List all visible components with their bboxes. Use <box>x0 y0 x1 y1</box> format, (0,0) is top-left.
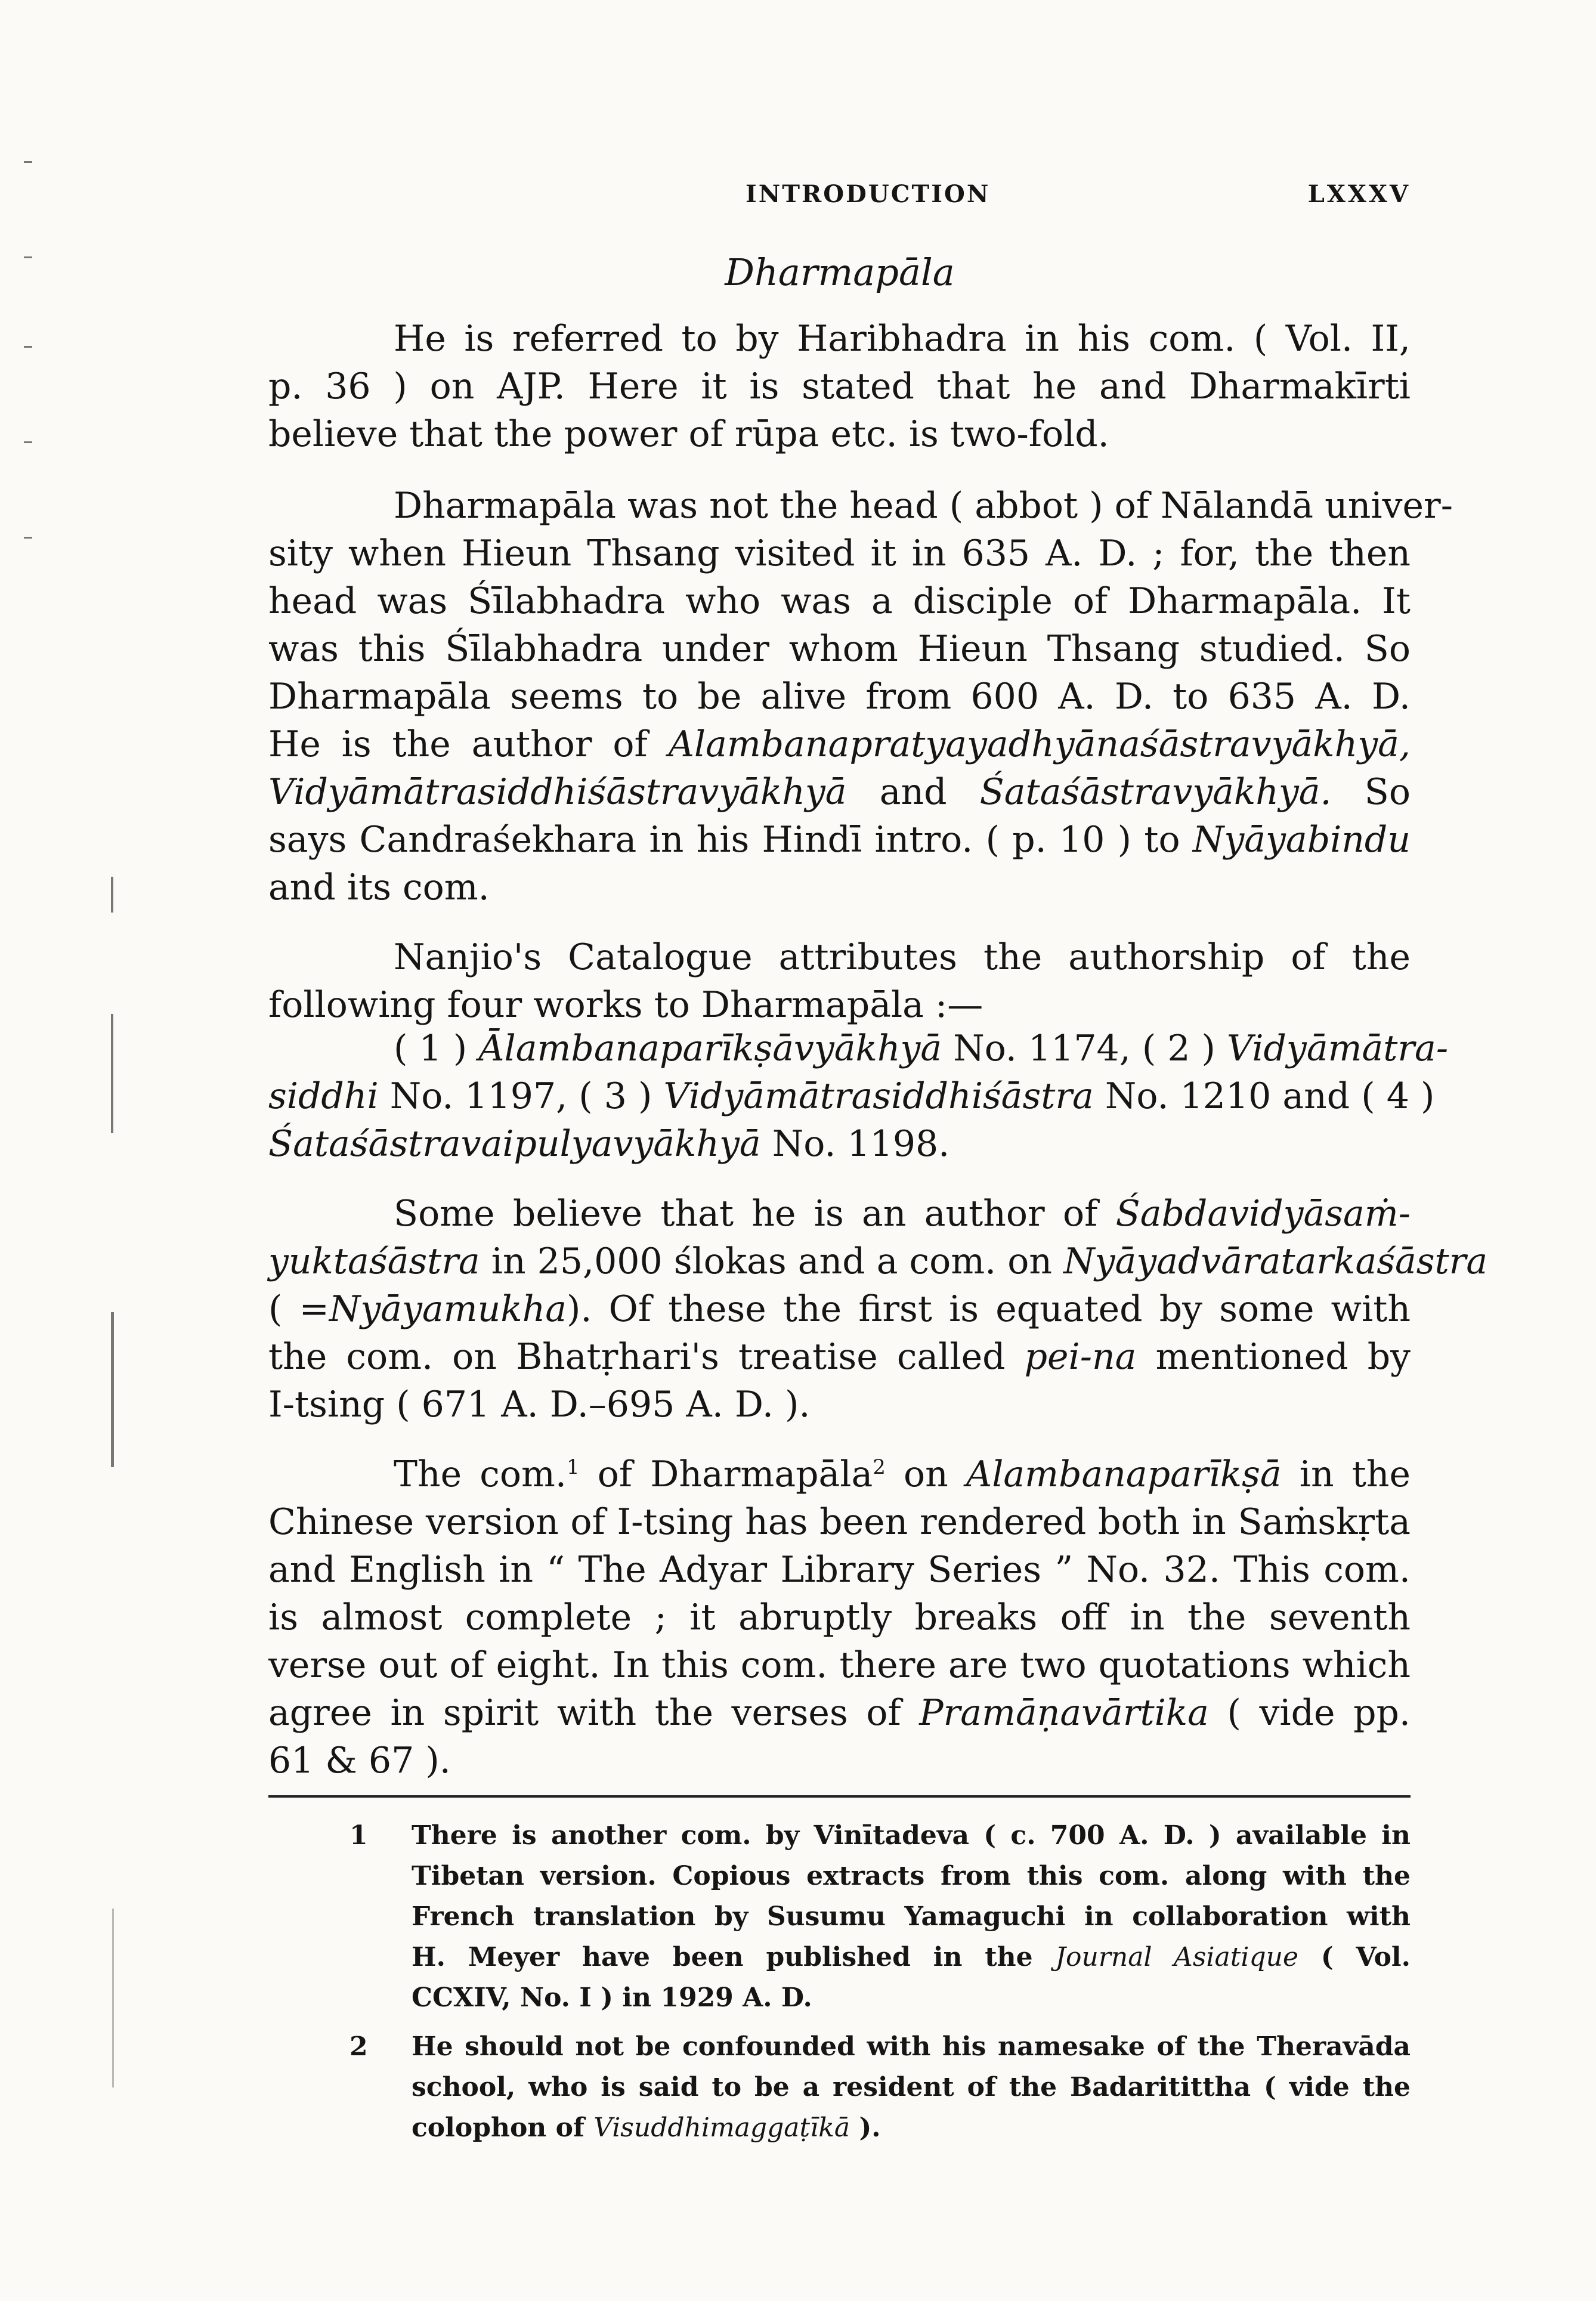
work-title: Śataśāstravyākhyā. <box>979 771 1332 813</box>
text-line <box>268 1285 1411 1333</box>
text-line: p. 36 ) on AJP. Here it is stated that he and Dharmakīrti <box>268 366 1411 407</box>
footnote-line: Tibetan version. Copious extracts from this com. along with the <box>412 1861 1411 1891</box>
text-line: is almost complete ; it abruptly breaks off in the seventh <box>268 1597 1411 1638</box>
text-line <box>268 1238 1488 1285</box>
text-span: No. 1174, ( 2 ) <box>953 1028 1215 1069</box>
text-line: verse out of eight. In this com. there are two quotations which <box>268 1644 1411 1686</box>
text-span: ( vide pp. <box>1227 1692 1411 1734</box>
work-title: Vidyāmātrasiddhiśāstravyākhyā <box>268 771 847 813</box>
scan-speck <box>24 256 32 258</box>
text-span: on <box>904 1453 948 1495</box>
paragraph-3 <box>268 933 1411 1029</box>
text-line <box>268 1443 1411 1498</box>
scan-speck <box>24 441 32 443</box>
scan-speck <box>24 537 32 539</box>
footnote-body <box>412 1816 1411 2018</box>
text-line <box>268 720 1411 768</box>
paragraph-1 <box>268 315 1411 458</box>
work-title: Nyāyadvāratarkaśāstra <box>1063 1241 1488 1282</box>
footnote-marker: 2 <box>873 1455 886 1479</box>
text-span: So <box>1364 771 1411 813</box>
paragraph-6 <box>268 1443 1411 1784</box>
footnote-body <box>412 2027 1411 2148</box>
scan-speck <box>111 1312 114 1467</box>
work-title: Vidyāmātra- <box>1227 1028 1449 1069</box>
work-title: Pramāṇavārtika <box>919 1692 1209 1734</box>
text-line: He is referred to by Haribhadra in his com. ( Vol. II, <box>394 318 1411 360</box>
scan-speck <box>24 161 32 163</box>
footnote-divider <box>268 1795 1411 1798</box>
work-title: Vidyāmātrasiddhiśāstra <box>663 1075 1094 1117</box>
text-span: Some believe that he is an author of <box>394 1193 1098 1235</box>
text-line: was this Śīlabhadra under whom Hieun Thsang studied. So <box>268 628 1411 670</box>
footnote-line: CCXIV, No. I ) in 1929 A. D. <box>412 1983 812 2013</box>
scan-speck <box>112 1909 114 2087</box>
text-line: Nanjio's Catalogue attributes the authorship of the <box>394 936 1411 978</box>
text-span: mentioned by <box>1155 1336 1411 1378</box>
text-line: and its com. <box>268 867 490 908</box>
text-line <box>268 1689 1411 1737</box>
text-line: believe that the power of rūpa etc. is two-fold. <box>268 413 1109 455</box>
scan-speck <box>111 877 113 913</box>
work-title: Nyāyabindu <box>1192 819 1411 861</box>
work-title: Alambanapratyayadhyānaśāstravyākhyā, <box>668 723 1411 765</box>
text-line <box>268 768 1411 816</box>
text-span: ( Vol. <box>1320 1942 1411 1972</box>
text-line: sity when Hieun Thsang visited it in 635 A. D. ; for, the then <box>268 533 1411 574</box>
running-head <box>746 180 1411 216</box>
text-line <box>268 1072 1435 1120</box>
text-span: colophon of <box>412 2113 584 2143</box>
text-span: in 25,000 ślokas and a com. on <box>491 1241 1053 1282</box>
text-span: He is the author of <box>268 723 648 765</box>
section-title: Dharmapāla <box>725 250 955 294</box>
paragraph-5 <box>268 1190 1488 1428</box>
text-line: following four works to Dharmapāla :— <box>268 984 983 1026</box>
scan-speck <box>111 1014 113 1133</box>
text-line: and English in “ The Adyar Library Series ” No. 32. This com. <box>268 1549 1411 1591</box>
footnote-line: French translation by Susumu Yamaguchi in collaboration with <box>412 1901 1411 1932</box>
work-title: Śabdavidyāsaṁ- <box>1115 1193 1411 1235</box>
text-span: No. 1198. <box>772 1123 950 1165</box>
work-title: pei-na <box>1024 1336 1137 1378</box>
text-line <box>268 1333 1411 1381</box>
text-span: the com. on Bhatṛhari's treatise called <box>268 1336 1006 1378</box>
text-line: 61 & 67 ). <box>268 1740 451 1782</box>
text-line <box>268 1190 1411 1238</box>
text-line: I-tsing ( 671 A. D.–695 A. D. ). <box>268 1384 811 1425</box>
text-line <box>268 1025 1449 1072</box>
text-span: in the <box>1299 1453 1411 1495</box>
footnote-line <box>412 2108 1411 2148</box>
text-span: agree in spirit with the verses of <box>268 1692 901 1734</box>
work-title: Nyāyamukha <box>329 1288 567 1330</box>
footnote-line: school, who is said to be a resident of the Badaritittha ( vide the <box>412 2072 1411 2102</box>
text-span: of Dharmapāla <box>597 1453 873 1495</box>
text-line <box>268 1120 1411 1168</box>
paragraph-2 <box>268 482 1453 911</box>
scan-speck <box>24 346 32 348</box>
text-line: Dharmapāla seems to be alive from 600 A. D. to 635 A. D. <box>268 676 1411 717</box>
text-span: ). Of these the first is equated by some with <box>567 1288 1411 1330</box>
text-span: No. 1197, ( 3 ) <box>389 1075 652 1117</box>
work-title: Alambanaparīkṣā <box>966 1453 1282 1495</box>
page-number: LXXXV <box>1307 180 1411 208</box>
footnote-number: 1 <box>349 1820 368 1851</box>
work-title: Śataśāstravaipulyavyākhyā <box>268 1123 761 1165</box>
text-span: No. 1210 and ( 4 ) <box>1105 1075 1435 1117</box>
footnote-number: 2 <box>349 2031 368 2062</box>
work-title: siddhi <box>268 1075 379 1117</box>
text-span: H. Meyer have been published in the <box>412 1942 1033 1972</box>
work-title: Ālambanaparīkṣāvyākhyā <box>478 1028 942 1069</box>
text-span: ). <box>859 2113 881 2143</box>
text-line: Chinese version of I-tsing has been rendered both in Saṁskṛta <box>268 1501 1411 1543</box>
journal-title: Journal Asiatique <box>1055 1942 1299 1972</box>
text-line: Dharmapāla was not the head ( abbot ) of Nālandā univer- <box>394 485 1453 527</box>
text-line <box>268 816 1411 864</box>
text-span: says Candraśekhara in his Hindī intro. ( p. 10 ) to <box>268 819 1180 861</box>
footnote-marker: 1 <box>567 1455 580 1479</box>
running-head-title: INTRODUCTION <box>746 180 991 208</box>
work-title: Visuddhimaggaṭīkā <box>593 2113 850 2143</box>
footnote-line: He should not be confounded with his namesake of the Theravāda <box>412 2031 1411 2062</box>
work-title: yuktaśāstra <box>268 1241 480 1282</box>
text-line: head was Śīlabhadra who was a disciple of Dharmapāla. It <box>268 580 1411 622</box>
footnote-line: There is another com. by Vinītadeva ( c. 700 A. D. ) available in <box>412 1820 1411 1851</box>
footnote-line <box>412 1937 1411 1978</box>
text-span: and <box>879 771 947 813</box>
text-span: ( = <box>268 1288 329 1330</box>
text-span: ( 1 ) <box>394 1028 468 1069</box>
text-span: The com. <box>394 1453 567 1495</box>
paragraph-4 <box>268 1025 1449 1168</box>
